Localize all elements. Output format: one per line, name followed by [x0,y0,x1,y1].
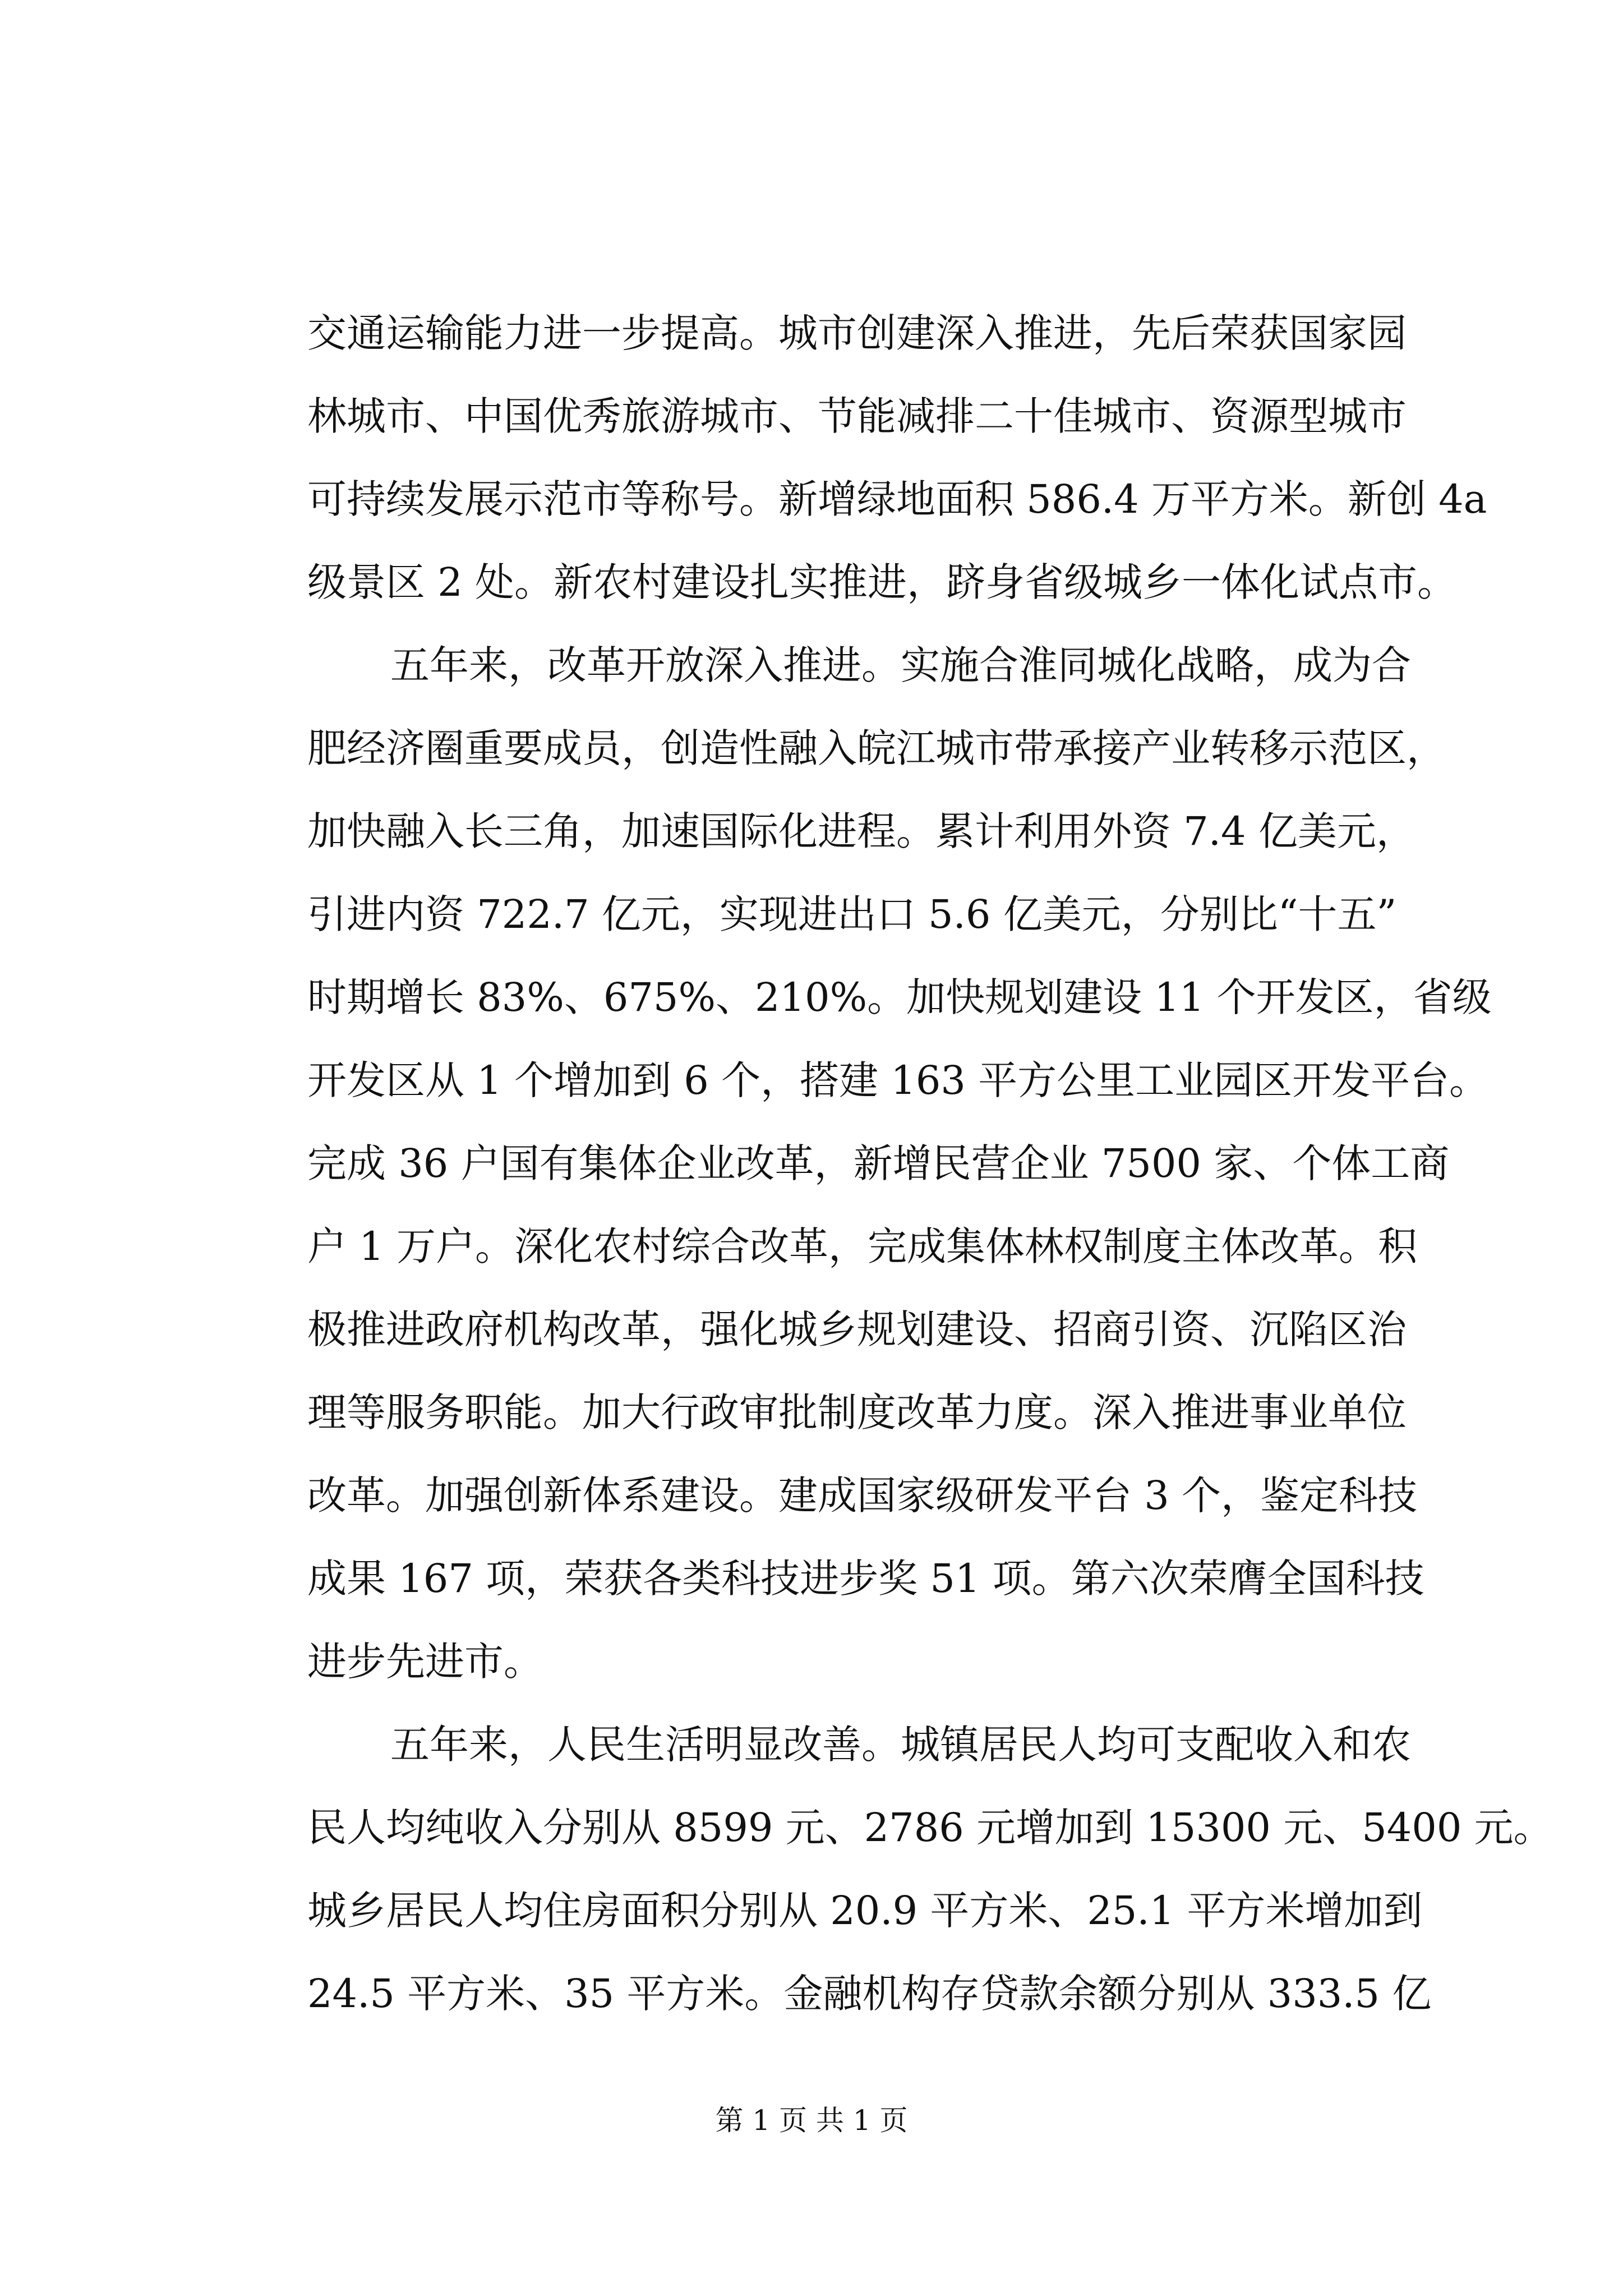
text-line: 引进内资 722.7 亿元，实现进出口 5.6 亿美元，分别比“十五” [307,891,1397,937]
text-line: 民人均纯收入分别从 8599 元、2786 元增加到 15300 元、5400 元。 [307,1805,1553,1851]
text-line: 可持续发展示范市等称号。新增绿地面积 586.4 万平方米。新创 4a [307,476,1487,522]
text-line: 级景区 2 处。新农村建设扎实推进，跻身省级城乡一体化试点市。 [307,559,1457,605]
text-line: 城乡居民人均住房面积分别从 20.9 平方米、25.1 平方米增加到 [307,1888,1423,1934]
text-line: 开发区从 1 个增加到 6 个，搭建 163 平方公里工业园区开发平台。 [307,1057,1489,1103]
text-line: 林城市、中国优秀旅游城市、节能减排二十佳城市、资源型城市 [307,393,1407,439]
paragraph-start-line: 五年来，改革开放深入推进。实施合淮同城化战略，成为合 [390,642,1411,688]
text-line: 成果 167 项，荣获各类科技进步奖 51 项。第六次荣膺全国科技 [307,1556,1424,1602]
paragraph-start-line: 五年来，人民生活明显改善。城镇居民人均可支配收入和农 [390,1722,1411,1768]
text-line: 极推进政府机构改革，强化城乡规划建设、招商引资、沉陷区治 [307,1306,1407,1352]
text-line: 完成 36 户国有集体企业改革，新增民营企业 7500 家、个体工商 [307,1140,1450,1186]
body-text [307,292,1553,2035]
text-line: 理等服务职能。加大行政审批制度改革力度。深入推进事业单位 [307,1389,1407,1435]
text-line: 加快融入长三角，加速国际化进程。累计利用外资 7.4 亿美元， [307,808,1415,854]
page-footer: 第 1 页 共 1 页 [715,2104,908,2137]
text-line: 交通运输能力进一步提高。城市创建深入推进，先后荣获国家园 [307,310,1407,356]
text-line: 户 1 万户。深化农村综合改革，完成集体林权制度主体改革。积 [307,1223,1418,1269]
text-line: 肥经济圈重要成员，创造性融入皖江城市带承接产业转移示范区， [307,725,1446,771]
text-line: 时期增长 83%、675%、210%。加快规划建设 11 个开发区，省级 [307,974,1492,1020]
text-line: 24.5 平方米、35 平方米。金融机构存贷款余额分别从 333.5 亿 [307,1971,1432,2017]
text-line: 进步先进市。 [307,1639,543,1685]
text-line: 改革。加强创新体系建设。建成国家级研发平台 3 个，鉴定科技 [307,1473,1418,1519]
